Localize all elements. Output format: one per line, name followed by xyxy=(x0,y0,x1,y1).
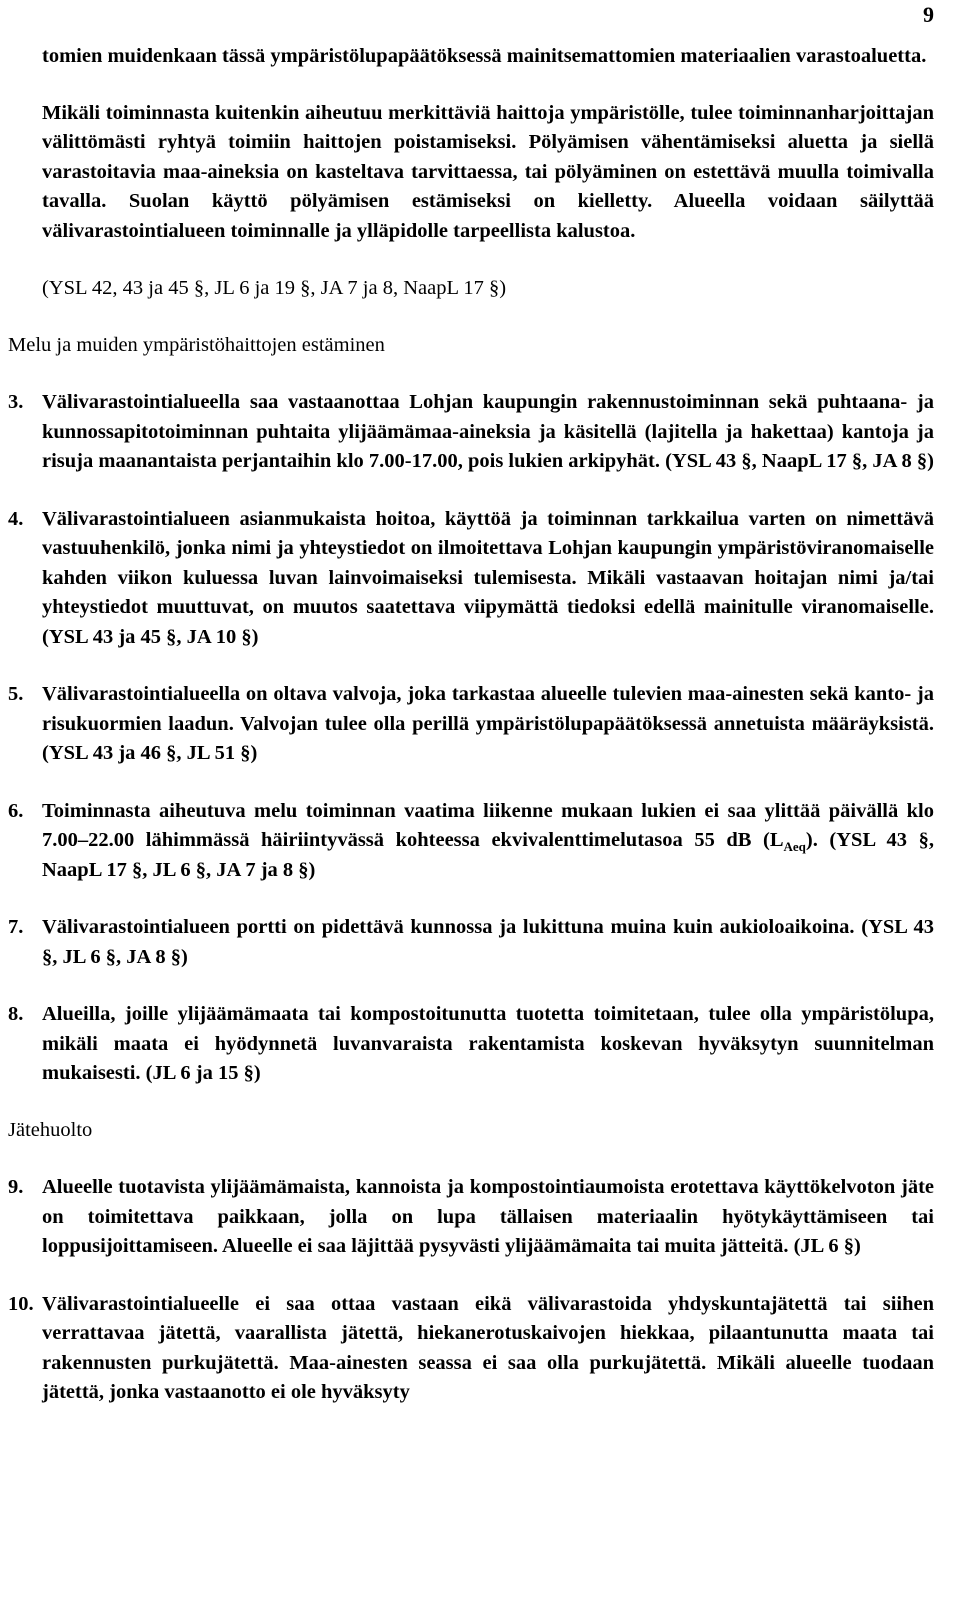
item-text: Alueelle tuotavista ylijäämämaista, kannoista ja kompostointiaumoista erotettava käyttökelvoton jäte on toimitettava paikkaan, jolla on lupa tällaisen materiaalin hyötykäyttämiseen tai loppusijoittamiseen. Alueelle ei saa läjittää pysyvästi ylijäämämaita tai muita jätteitä. (JL 6 §) xyxy=(42,1176,934,1257)
item-text: Välivarastointialueella on oltava valvoja, joka tarkastaa alueelle tulevien maa-ainesten sekä kanto- ja risukuormien laadun. Valvojan tulee olla perillä ympäristölupapäätöksessä annetuista määräyksistä. (YSL 43 ja 46 §, JL 51 §) xyxy=(42,683,934,764)
list-item xyxy=(8,1290,934,1408)
item-text-subscript: Aeq xyxy=(783,839,806,855)
list-item xyxy=(8,913,934,972)
intro-legal-reference: (YSL 42, 43 ja 45 §, JL 6 ja 19 §, JA 7 ja 8, NaapL 17 §) xyxy=(42,277,507,299)
list-item xyxy=(8,388,934,477)
item-number: 4. xyxy=(8,507,24,530)
item-text-before: Toiminnasta aiheutuva melu toiminnan vaatima liikenne mukaan lukien ei saa ylittää päivällä klo 7.00–22.00 lähimmässä häiriintyvässä kohteessa ekvivalenttimelutasoa 55 dB (L xyxy=(42,799,934,851)
item-text: Alueilla, joille ylijäämämaata tai kompostoitunutta tuotetta toimitetaan, tulee olla ympäristölupa, mikäli maata ei hyödynnetä luvanvaraista rakentamista koskevan hyväksytyn suunnitelman mukaisesti. (JL 6 ja 15 §) xyxy=(42,1003,934,1084)
item-text: Välivarastointialueelle ei saa ottaa vastaan eikä välivarastoida yhdyskuntajätettä tai siihen verrattavaa jätettä, vaarallista jätettä, hiekanerotuskaivojen hiekkaa, pilaantunutta maata tai rakennusten purkujätettä. Maa-ainesten seassa ei saa olla purkujätettä. Mikäli alueelle tuodaan jätettä, jonka vastaanotto ei ole hyväksyty xyxy=(42,1292,934,1403)
list-item xyxy=(8,1173,934,1262)
item-text xyxy=(42,797,934,886)
list-item xyxy=(8,797,934,886)
intro-paragraph-1: tomien muidenkaan tässä ympäristölupapäätöksessä mainitsemattomien materiaalien varastoaluetta. xyxy=(42,45,927,67)
item-number: 9. xyxy=(8,1176,24,1198)
list-item xyxy=(8,1000,934,1089)
item-number: 6. xyxy=(8,799,24,822)
item-text: Välivarastointialueen asianmukaista hoitoa, käyttöä ja toiminnan tarkkailua varten on nimettävä vastuuhenkilö, jonka nimi ja yhteystiedot on ilmoitettava Lohjan kaupungin ympäristöviranomaiselle kahden viikon kuluessa luvan lainvoimaiseksi tulemisesta. Mikäli vastaavan hoitajan nimi ja/tai yhteystiedot muuttuvat, on muutos saatettava viipymättä tiedoksi edellä mainitulle viranomaiselle. (YSL 43 ja 45 §, JA 10 §) xyxy=(42,507,934,648)
item-text: Välivarastointialueella saa vastaanottaa Lohjan kaupungin rakennustoiminnan sekä puhtaana- ja kunnossapitotoiminnan puhtaita ylijäämämaa-aineksia ja käsitellä (lajitella ja hakettaa) kantoja ja risuja maanantaista perjantaihin klo 7.00-17.00, pois lukien arkipyhät. (YSL 43 §, NaapL 17 §, JA 8 §) xyxy=(42,391,934,472)
document-body xyxy=(8,42,934,1408)
section-heading-noise: Melu ja muiden ympäristöhaittojen estäminen xyxy=(8,333,385,356)
item-text: Välivarastointialueen portti on pidettävä kunnossa ja lukittuna muina kuin aukioloaikoina. (YSL 43 §, JL 6 §, JA 8 §) xyxy=(42,916,934,968)
item-number: 3. xyxy=(8,391,24,413)
item-number: 8. xyxy=(8,1003,24,1025)
item-number: 5. xyxy=(8,683,24,705)
list-item xyxy=(8,505,934,653)
page-number: 9 xyxy=(923,2,934,27)
item-number: 7. xyxy=(8,916,24,938)
intro-paragraph-2: Mikäli toiminnasta kuitenkin aiheutuu merkittäviä haittoja ympäristölle, tulee toiminnanharjoittajan välittömästi ryhtyä toimiin haittojen poistamiseksi. Pölyämisen vähentämiseksi aluetta ja siellä varastoitavia maa-aineksia on kasteltava tarvittaessa, tai pölyäminen on estettävä muulla toimivalla tavalla. Suolan käyttö pölyämisen estämiseksi on kielletty. Alueella voidaan säilyttää välivarastointialueen toiminnalle ja ylläpidolle tarpeellista kalustoa. xyxy=(42,101,934,242)
item-text-after: ). (YSL 43 §, NaapL 17 §, JL 6 §, JA 7 ja 8 §) xyxy=(42,829,934,881)
list-item xyxy=(8,680,934,769)
section-heading-waste: Jätehuolto xyxy=(8,1118,93,1141)
item-number: 10. xyxy=(8,1292,34,1315)
